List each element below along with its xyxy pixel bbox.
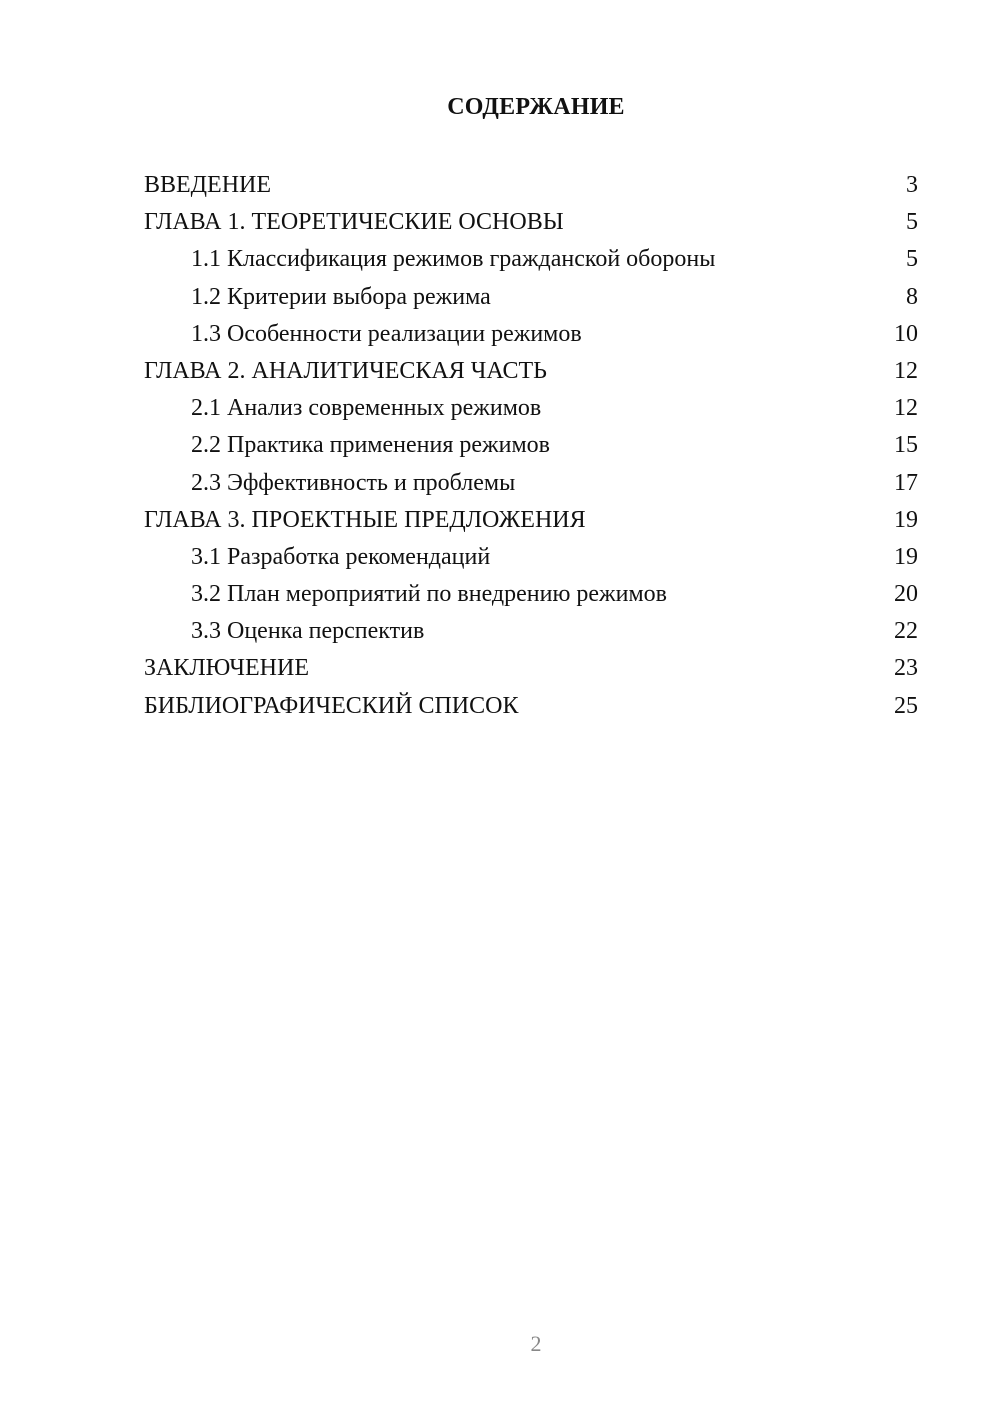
toc-item bbox=[144, 688, 918, 725]
toc-subitem bbox=[144, 576, 918, 613]
toc-item-label: 3.1 Разработка рекомендаций bbox=[191, 543, 491, 570]
toc-item-label: ГЛАВА 3. ПРОЕКТНЫЕ ПРЕДЛОЖЕНИЯ bbox=[144, 506, 586, 533]
toc-item-page: 17 bbox=[894, 469, 918, 496]
toc-item bbox=[144, 204, 918, 241]
toc-item-page: 12 bbox=[894, 357, 918, 384]
toc-item-page: 5 bbox=[906, 246, 918, 273]
toc-subitem bbox=[144, 316, 918, 353]
toc-item-label: 3.3 Оценка перспектив bbox=[191, 618, 425, 645]
toc-item-label: ЗАКЛЮЧЕНИЕ bbox=[144, 655, 309, 682]
table-of-contents bbox=[144, 167, 918, 725]
toc-item-page: 10 bbox=[894, 320, 918, 347]
toc-item-page: 19 bbox=[894, 543, 918, 570]
toc-subitem bbox=[144, 279, 918, 316]
toc-item bbox=[144, 650, 918, 687]
toc-item-page: 8 bbox=[906, 283, 918, 310]
toc-item-page: 20 bbox=[894, 581, 918, 608]
toc-item-page: 23 bbox=[894, 655, 918, 682]
page-number: 2 bbox=[530, 1331, 542, 1356]
toc-item-page: 15 bbox=[894, 432, 918, 459]
toc-subitem bbox=[144, 390, 918, 427]
toc-item-label: 1.3 Особенности реализации режимов bbox=[191, 320, 582, 347]
toc-subitem bbox=[144, 241, 918, 278]
toc-item-page: 22 bbox=[894, 618, 918, 645]
toc-item-label: БИБЛИОГРАФИЧЕСКИЙ СПИСОК bbox=[144, 692, 519, 719]
toc-item-label: 1.2 Критерии выбора режима bbox=[191, 283, 491, 310]
toc-item-label: 2.1 Анализ современных режимов bbox=[191, 395, 542, 422]
toc-item bbox=[144, 167, 918, 204]
toc-subitem bbox=[144, 427, 918, 464]
toc-item-page: 19 bbox=[894, 506, 918, 533]
page-title: СОДЕРЖАНИЕ bbox=[447, 94, 625, 120]
toc-item bbox=[144, 353, 918, 390]
toc-item-page: 5 bbox=[906, 209, 918, 236]
toc-item-label: ГЛАВА 1. ТЕОРЕТИЧЕСКИЕ ОСНОВЫ bbox=[144, 209, 564, 236]
toc-subitem bbox=[144, 539, 918, 576]
toc-item-label: 3.2 План мероприятий по внедрению режимов bbox=[191, 581, 667, 608]
toc-item-label: ГЛАВА 2. АНАЛИТИЧЕСКАЯ ЧАСТЬ bbox=[144, 357, 547, 384]
toc-subitem bbox=[144, 613, 918, 650]
toc-item bbox=[144, 502, 918, 539]
toc-item-label: ВВЕДЕНИЕ bbox=[144, 172, 272, 198]
toc-item-page: 25 bbox=[894, 692, 918, 719]
toc-item-label: 1.1 Классификация режимов гражданской обороны bbox=[191, 246, 716, 273]
toc-item-label: 2.3 Эффективность и проблемы bbox=[191, 469, 516, 496]
toc-item-label: 2.2 Практика применения режимов bbox=[191, 432, 550, 459]
toc-subitem bbox=[144, 465, 918, 502]
toc-item-page: 12 bbox=[894, 395, 918, 422]
toc-item-page: 3 bbox=[906, 172, 918, 198]
